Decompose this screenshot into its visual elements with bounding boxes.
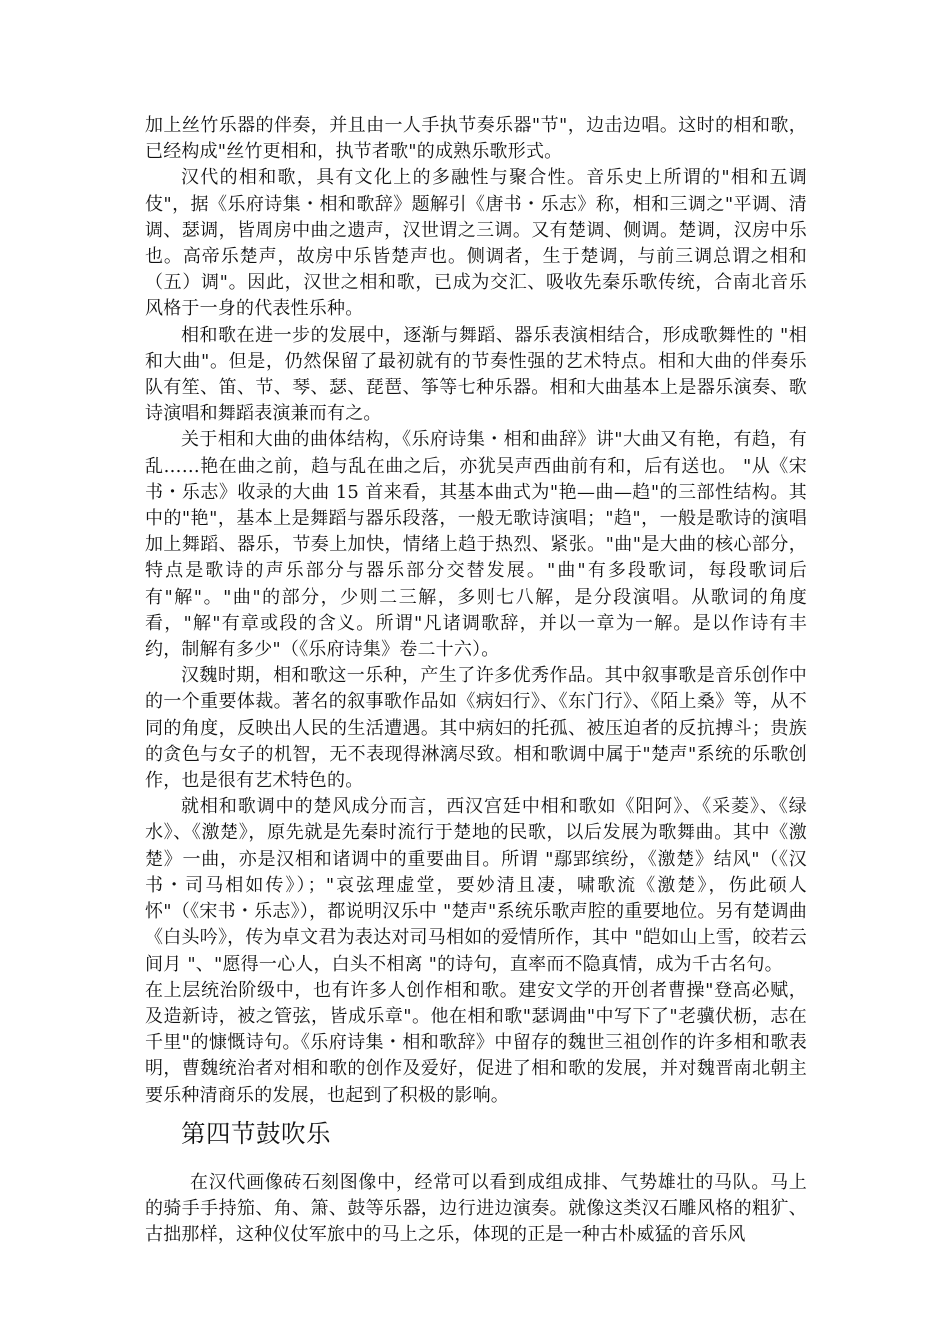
paragraph-guchui-intro: 在汉代画像砖石刻图像中，经常可以看到成组成排、气势雄壮的马队。马上的骑手手持笳、角、箫、鼓等乐器，边行进边演奏。就像这类汉石雕风格的粗犷、古拙那样，这种仪仗军旅中的马上之乐，体现的正是一种古朴威猛的音乐风 [145, 1171, 807, 1246]
paragraph-xianghe-daqu: 相和歌在进一步的发展中，逐渐与舞蹈、器乐表演相结合，形成歌舞性的 "相和大曲"。但是，仍然保留了最初就有的节奏性强的艺术特点。相和大曲的伴奏乐队有笙、笛、节、琴、瑟、琵琶、筝等七种乐器。相和大曲基本上是器乐演奏、歌诗演唱和舞蹈表演兼而有之。 [145, 324, 807, 425]
paragraph-ruling-class: 在上层统治阶级中，也有许多人创作相和歌。建安文学的开创者曹操"登高必赋，及造新诗，被之管弦，皆成乐章"。他在相和歌"瑟调曲"中写下了"老骥伏枥，志在千里"的慷慨诗句。《乐府诗集・相和歌辞》中留存的魏世三祖创作的许多相和歌表明，曹魏统治者对相和歌的创作及爱好，促进了相和歌的发展，并对魏晋南北朝主要乐种清商乐的发展，也起到了积极的影响。 [145, 979, 807, 1106]
paragraph-continuation: 加上丝竹乐器的伴奏，并且由一人手执节奏乐器"节"，边击边唱。这时的相和歌，已经构成"丝竹更相和，执节者歌"的成熟乐歌形式。 [145, 115, 807, 163]
paragraph-han-wei-works: 汉魏时期，相和歌这一乐种，产生了许多优秀作品。其中叙事歌是音乐创作中的一个重要体裁。著名的叙事歌作品如《病妇行》、《东门行》、《陌上桑》等，从不同的角度，反映出人民的生活遭遇。其中病妇的托孤、被压迫者的反抗搏斗；贵族的贪色与女子的机智，无不表现得淋漓尽致。相和歌调中属于"楚声"系统的乐歌创作，也是很有艺术特色的。 [145, 665, 807, 792]
paragraph-han-xianghe: 汉代的相和歌，具有文化上的多融性与聚合性。音乐史上所谓的"相和五调伎"，据《乐府诗集・相和歌辞》题解引《唐书・乐志》称，相和三调之"平调、清调、瑟调，皆周房中曲之遗声，汉世谓之三调。又有楚调、侧调。楚调，汉房中乐也。高帝乐楚声，故房中乐皆楚声也。侧调者，生于楚调，与前三调总谓之相和（五）调"。因此，汉世之相和歌，已成为交汇、吸收先秦乐歌传统，合南北音乐风格于一身的代表性乐种。 [145, 167, 807, 320]
document-body [145, 113, 807, 1248]
section-heading: 第四节鼓吹乐 [181, 1118, 331, 1148]
paragraph-daqu-structure: 关于相和大曲的曲体结构，《乐府诗集・相和曲辞》讲"大曲又有艳，有趋，有乱……艳在曲之前，趋与乱在曲之后，亦犹吴声西曲前有和，后有送也。 "从《宋书・乐志》收录的大曲 15 首来看，其基本曲式为"艳—曲—趋"的三部性结构。其中的"艳"，基本上是舞蹈与器乐段落，一般无歌诗演唱；"趋"，一般是歌诗的演唱加上舞蹈、器乐，节奏上加快，情绪上趋于热烈、紧张。"曲"是大曲的核心部分，特点是歌诗的声乐部分与器乐部分交替发展。"曲"有多段歌词，每段歌词后有"解"。"曲"的部分，少则二三解，多则七八解，是分段演唱。从歌词的角度看，"解"有章或段的含义。所谓"凡诸调歌辞，并以一章为一解。是以作诗有丰约，制解有多少"（《乐府诗集》卷二十六）。 [145, 429, 807, 661]
paragraph-chu-style: 就相和歌调中的楚风成分而言，西汉宫廷中相和歌如《阳阿》、《采菱》、《绿水》、《激楚》，原先就是先秦时流行于楚地的民歌，以后发展为歌舞曲。其中《激楚》一曲，亦是汉相和诸调中的重要曲目。所谓 "鄢郢缤纷，《激楚》结风"（《汉书・司马相如传》）；"哀弦理虚堂，要妙清且凄，啸歌流《激楚》，伤此硕人怀"（《宋书・乐志》），都说明汉乐中 "楚声"系统乐歌声腔的重要地位。另有楚调曲《白头吟》，传为卓文君为表达对司马相如的爱情所作，其中 "皑如山上雪，皎若云间月 "、"愿得一心人，白头不相离 "的诗句，直率而不隐真情，成为千古名句。 [145, 796, 807, 975]
